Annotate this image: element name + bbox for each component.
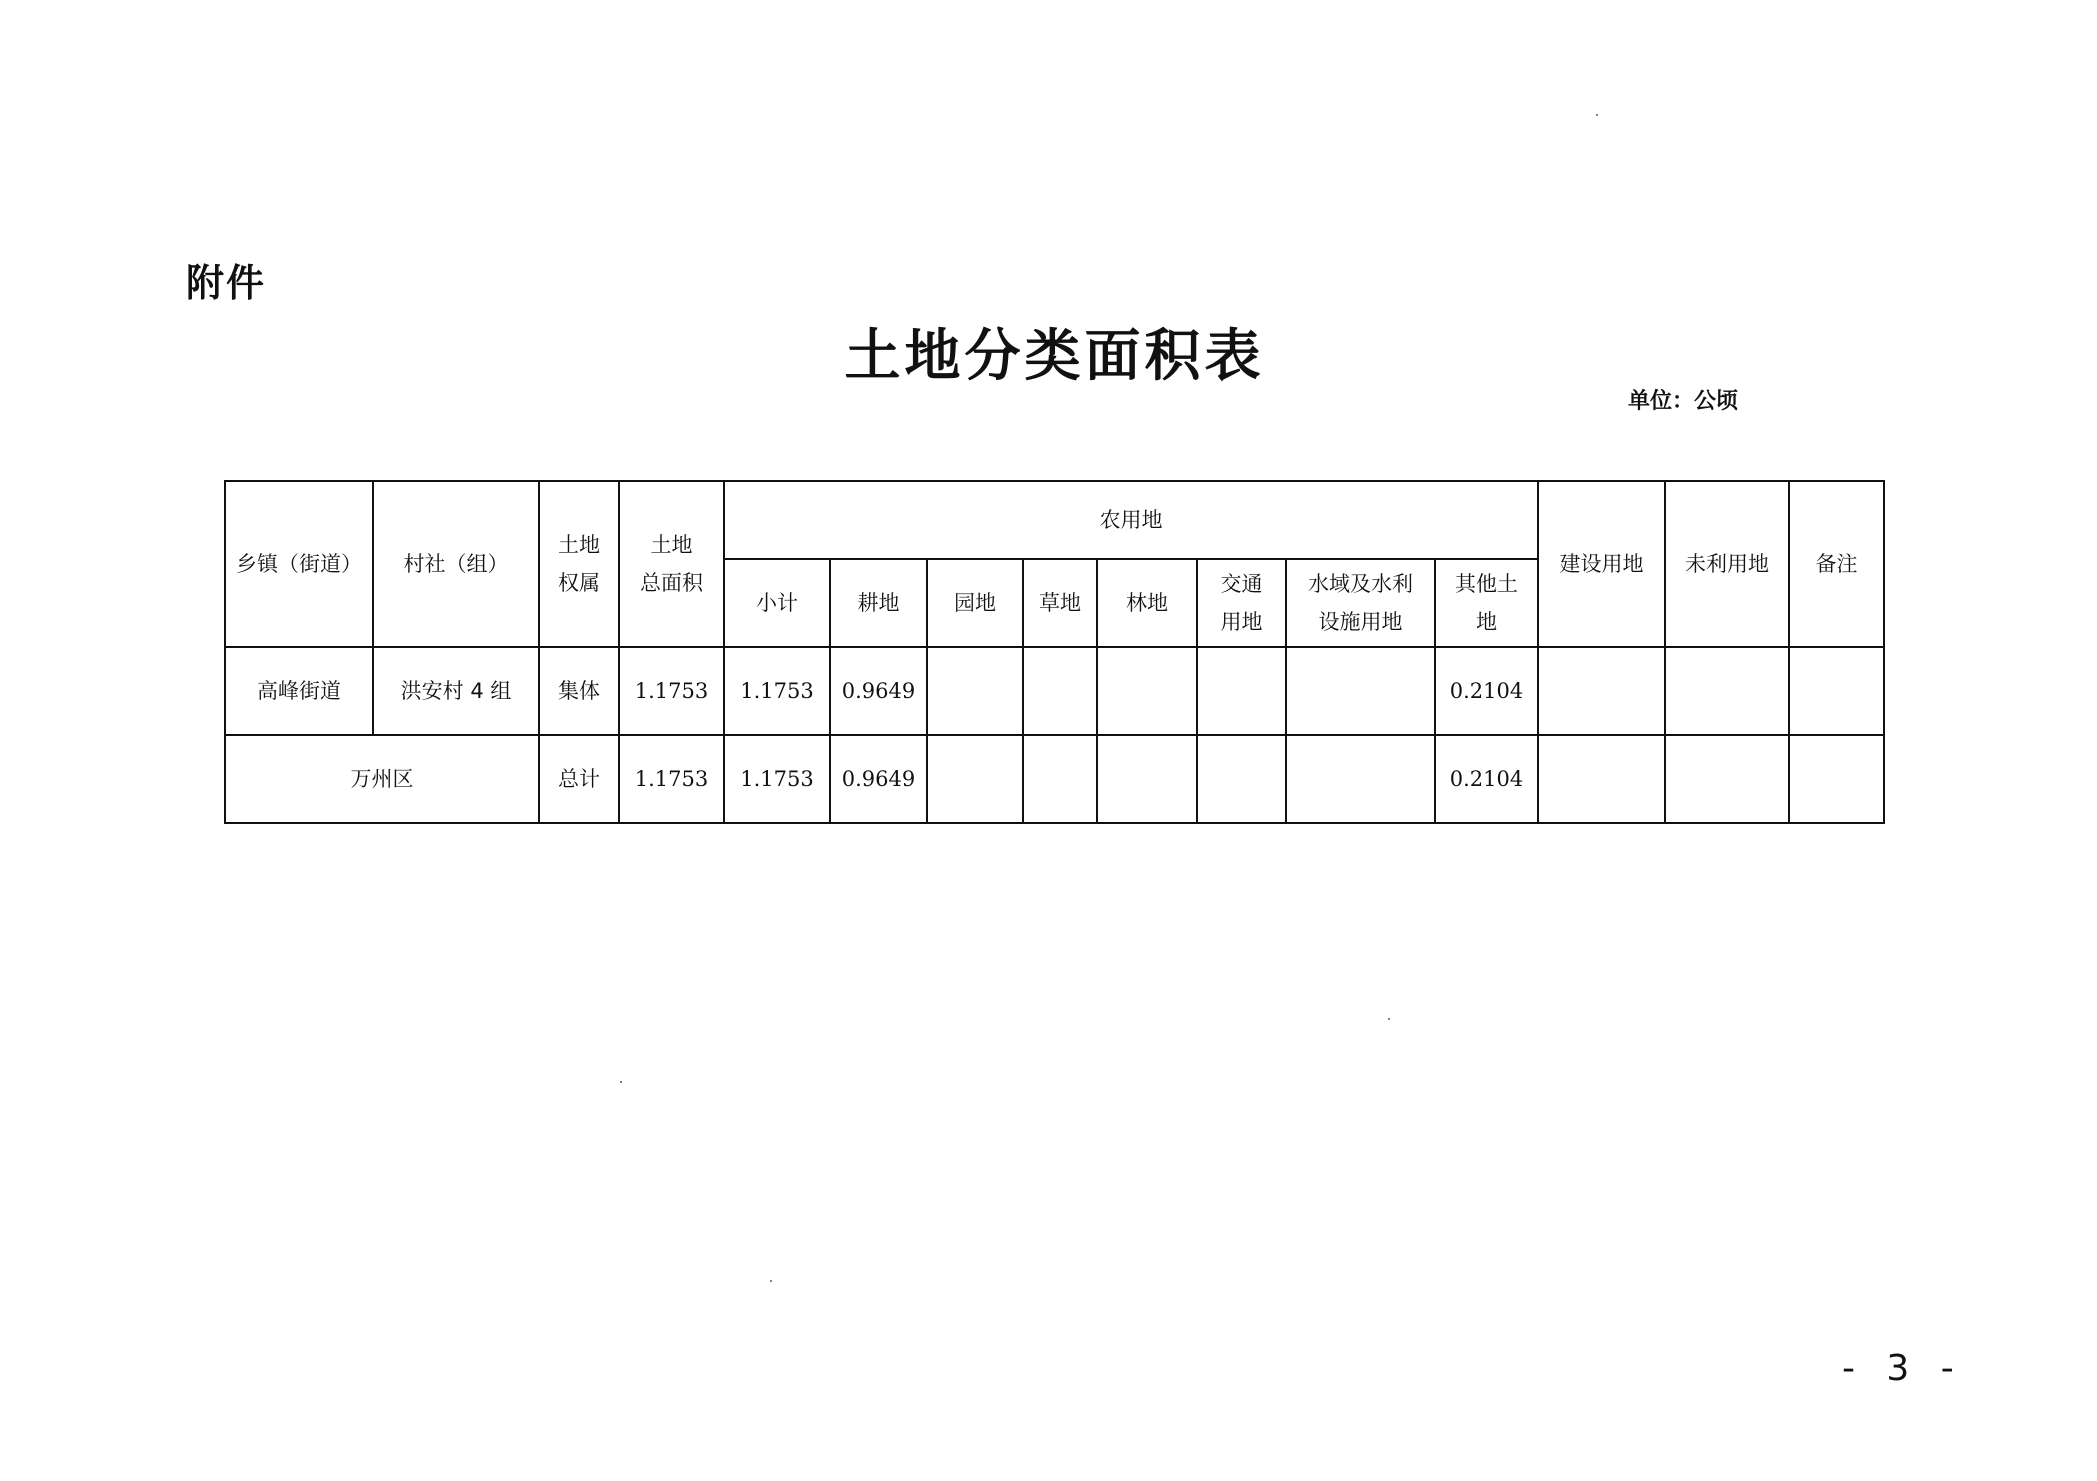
header-transport-line1: 交通 [1220, 572, 1263, 596]
cell-total-area: 1.1753 [619, 647, 724, 735]
header-garden: 园地 [927, 559, 1023, 647]
header-total-line1: 土地 [650, 533, 693, 557]
cell-grass [1023, 647, 1097, 735]
header-agricultural-land: 农用地 [724, 481, 1538, 559]
cell-water [1286, 647, 1435, 735]
cell-summary-subtotal: 1.1753 [724, 735, 830, 823]
summary-row [225, 735, 1884, 823]
cell-township: 高峰街道 [225, 647, 373, 735]
cell-summary-construction [1538, 735, 1665, 823]
cell-summary-forest [1097, 735, 1197, 823]
cell-summary-transport [1197, 735, 1286, 823]
header-row-1 [225, 481, 1884, 559]
cell-transport [1197, 647, 1286, 735]
cell-construction [1538, 647, 1665, 735]
header-other-line1: 其他土 [1455, 572, 1518, 596]
header-water [1286, 559, 1435, 647]
cell-summary-unused [1665, 735, 1789, 823]
header-subtotal: 小计 [724, 559, 830, 647]
header-ownership [539, 481, 619, 647]
header-other-line2: 地 [1476, 610, 1497, 634]
header-water-line2: 设施用地 [1318, 610, 1403, 634]
cell-garden [927, 647, 1023, 735]
cell-village: 洪安村 4 组 [373, 647, 539, 735]
header-transport-line2: 用地 [1220, 610, 1263, 634]
cell-summary-other: 0.2104 [1435, 735, 1538, 823]
header-water-line1: 水域及水利 [1308, 572, 1413, 596]
header-other [1435, 559, 1538, 647]
cell-summary-label: 总计 [539, 735, 619, 823]
header-total-line2: 总面积 [640, 571, 703, 595]
land-classification-table [224, 480, 1885, 824]
header-cultivated: 耕地 [830, 559, 927, 647]
cell-subtotal: 1.1753 [724, 647, 830, 735]
header-village: 村社（组） [373, 481, 539, 647]
cell-summary-water [1286, 735, 1435, 823]
scan-speck [1596, 114, 1598, 116]
cell-forest [1097, 647, 1197, 735]
header-construction-land: 建设用地 [1538, 481, 1665, 647]
cell-cultivated: 0.9649 [830, 647, 927, 735]
cell-unused [1665, 647, 1789, 735]
cell-remarks [1789, 647, 1884, 735]
page-number: - 3 - [1842, 1348, 1964, 1389]
scan-speck [1388, 1018, 1390, 1020]
unit-note: 单位：公顷 [1628, 389, 1739, 414]
scan-speck [770, 1280, 772, 1282]
header-grass: 草地 [1023, 559, 1097, 647]
scan-speck [620, 1081, 622, 1083]
cell-summary-total-area: 1.1753 [619, 735, 724, 823]
table-row [225, 647, 1884, 735]
cell-summary-garden [927, 735, 1023, 823]
header-transport [1197, 559, 1286, 647]
header-total-area [619, 481, 724, 647]
header-township: 乡镇（街道） [225, 481, 373, 647]
header-ownership-line1: 土地 [558, 533, 600, 557]
cell-summary-grass [1023, 735, 1097, 823]
header-remarks: 备注 [1789, 481, 1884, 647]
cell-summary-remarks [1789, 735, 1884, 823]
header-ownership-line2: 权属 [558, 571, 600, 595]
cell-summary-cultivated: 0.9649 [830, 735, 927, 823]
cell-other: 0.2104 [1435, 647, 1538, 735]
header-unused-land: 未利用地 [1665, 481, 1789, 647]
header-forest: 林地 [1097, 559, 1197, 647]
document-title: 土地分类面积表 [844, 324, 1265, 389]
attachment-label: 附件 [186, 261, 267, 305]
cell-ownership: 集体 [539, 647, 619, 735]
cell-district: 万州区 [225, 735, 539, 823]
